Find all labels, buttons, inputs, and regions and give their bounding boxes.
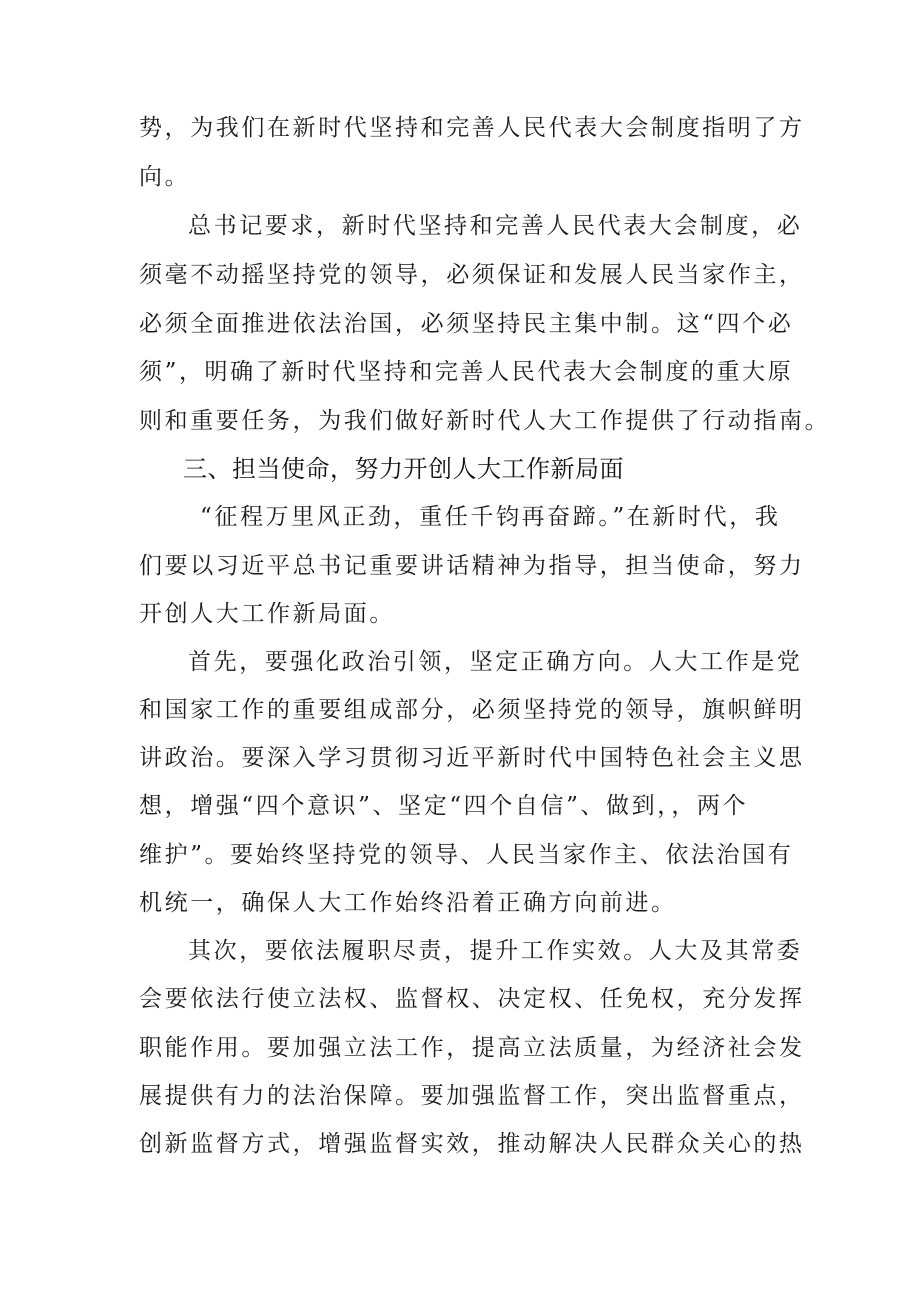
body-text-line: 开创人大工作新局面。 — [139, 601, 395, 627]
body-text-line: 则和重要任务，为我们做好新时代人大工作提供了行动指南。 — [139, 408, 831, 434]
body-text-line: 展提供有力的法治保障。要加强监督工作，突出监督重点， — [139, 1083, 805, 1109]
body-text-line: 首先，要强化政治引领，坚定正确方向。人大工作是党 — [188, 649, 803, 675]
body-text-line: “征程万里风正劲，重任千钧再奋蹄。”在新时代，我 — [200, 504, 781, 530]
body-text-line: 想，增强“四个意识”、坚定“四个自信”、做到，，两个 — [139, 793, 749, 819]
body-text-line: 们要以习近平总书记重要讲话精神为指导，担当使命，努力 — [139, 553, 805, 579]
body-text-line: 机统一，确保人大工作始终沿着正确方向前进。 — [139, 890, 677, 916]
body-text-line: 职能作用。要加强立法工作，提高立法质量，为经济社会发 — [139, 1035, 805, 1061]
body-text-line: 必须全面推进依法治国，必须坚持民主集中制。这“四个必 — [139, 311, 794, 337]
body-text-line: 创新监督方式，增强监督实效，推动解决人民群众关心的热 — [139, 1131, 805, 1157]
body-text-line: 讲政治。要深入学习贯彻习近平新时代中国特色社会主义思 — [139, 745, 805, 771]
section-heading: 三、担当使命，努力开创人大工作新局面 — [183, 455, 624, 483]
body-text-line: 须毫不动摇坚持党的领导，必须保证和发展人民当家作主， — [139, 262, 805, 288]
body-text-line: 势，为我们在新时代坚持和完善人民代表大会制度指明了方 — [139, 115, 805, 141]
body-text-line: 其次，要依法履职尽责，提升工作实效。人大及其常委 — [188, 938, 803, 964]
body-text-line: 须”，明确了新时代坚持和完善人民代表大会制度的重大原 — [139, 359, 794, 385]
body-text-line: 维护”。要始终坚持党的领导、人民当家作主、依法治国有 — [139, 842, 794, 868]
body-text-line: 和国家工作的重要组成部分，必须坚持党的领导，旗帜鲜明 — [139, 697, 805, 723]
body-text-line: 向。 — [139, 164, 191, 190]
body-text-line: 总书记要求，新时代坚持和完善人民代表大会制度，必 — [188, 213, 803, 239]
body-text-line: 会要依法行使立法权、监督权、决定权、任免权，充分发挥 — [139, 986, 805, 1012]
